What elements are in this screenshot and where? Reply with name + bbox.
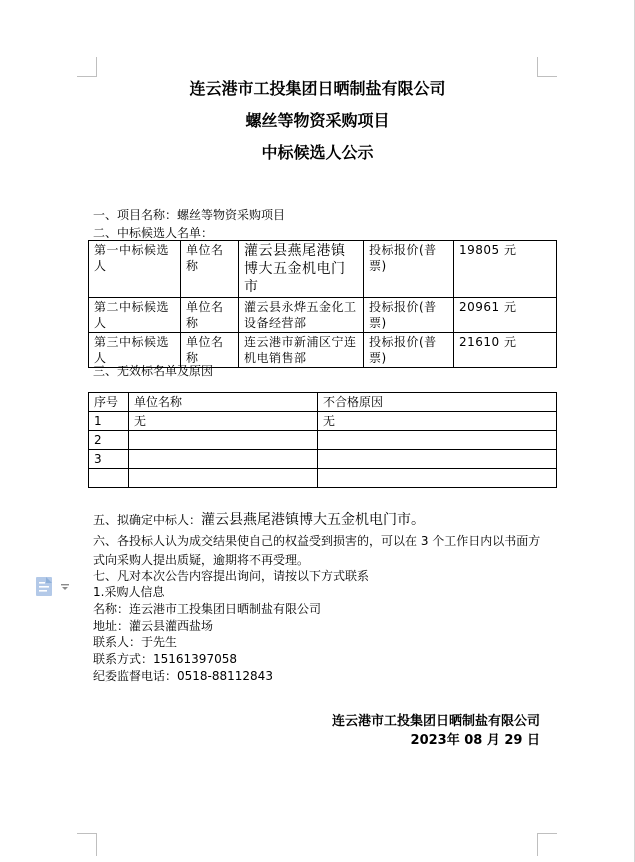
candidate-rank: 第三中标候选人 bbox=[89, 333, 181, 368]
winner-prefix: 五、拟确定中标人： bbox=[93, 513, 202, 527]
table-row bbox=[89, 412, 557, 431]
table-row bbox=[89, 241, 557, 298]
candidate-company: 连云港市新浦区宁连机电销售部 bbox=[239, 333, 364, 368]
signature-company: 连云港市工投集团日晒制盐有限公司 bbox=[331, 714, 540, 729]
contact-name: 名称：连云港市工投集团日晒制盐有限公司 bbox=[93, 601, 322, 616]
contact-address: 地址：灌云县灌西盐场 bbox=[93, 618, 214, 633]
table-row bbox=[89, 469, 557, 488]
row-reason bbox=[318, 450, 557, 469]
table-row bbox=[89, 450, 557, 469]
price-label: 投标报价(普票) bbox=[364, 241, 454, 298]
section-candidates-heading: 二、中标候选人名单： bbox=[93, 226, 214, 240]
table-row bbox=[89, 298, 557, 333]
price-label: 投标报价(普票) bbox=[364, 333, 454, 368]
candidate-rank: 第二中标候选人 bbox=[89, 298, 181, 333]
contact-heading: 1.采购人信息 bbox=[93, 585, 165, 599]
contact-person: 联系人：于先生 bbox=[93, 635, 178, 650]
price-value: 21610 元 bbox=[454, 333, 557, 368]
invalid-bids-table bbox=[88, 392, 557, 488]
title-project: 螺丝等物资采购项目 bbox=[245, 111, 390, 130]
contact-phone: 联系方式：15161397058 bbox=[93, 652, 237, 667]
col-header-reason: 不合格原因 bbox=[318, 393, 557, 412]
price-value: 19805 元 bbox=[454, 241, 557, 298]
crop-mark-bottom-left bbox=[77, 833, 97, 856]
row-unit bbox=[129, 431, 318, 450]
row-reason bbox=[318, 469, 557, 488]
row-no bbox=[89, 469, 129, 488]
contact-block bbox=[93, 584, 321, 685]
section-objection: 六、各投标人认为成交结果使自己的权益受到损害的，可以在 3 个工作日内以书面方式向采购人提出质疑，逾期将不再受理。 bbox=[93, 534, 541, 567]
unit-label: 单位名称 bbox=[181, 298, 239, 333]
paste-options-button[interactable] bbox=[35, 575, 71, 601]
price-value: 20961 元 bbox=[454, 298, 557, 333]
row-reason bbox=[318, 431, 557, 450]
table-header-row bbox=[89, 393, 557, 412]
price-label: 投标报价(普票) bbox=[364, 298, 454, 333]
crop-mark-bottom-right bbox=[537, 833, 557, 856]
crop-mark-top-right bbox=[537, 57, 557, 77]
signature-block bbox=[240, 712, 540, 750]
section-project-name: 一、项目名称：螺丝等物资采购项目 bbox=[93, 208, 286, 222]
section-inquiry: 七、凡对本次公告内容提出询问，请按以下方式联系 bbox=[93, 569, 370, 583]
row-no: 3 bbox=[89, 450, 129, 469]
row-no: 2 bbox=[89, 431, 129, 450]
unit-label: 单位名称 bbox=[181, 241, 239, 298]
unit-label: 单位名称 bbox=[181, 333, 239, 368]
candidates-table bbox=[88, 240, 557, 368]
row-unit bbox=[129, 450, 318, 469]
row-unit: 无 bbox=[129, 412, 318, 431]
section-winner bbox=[93, 511, 425, 530]
table-row bbox=[89, 431, 557, 450]
col-header-no: 序号 bbox=[89, 393, 129, 412]
paste-options-icon bbox=[36, 577, 52, 596]
row-reason: 无 bbox=[318, 412, 557, 431]
chevron-down-icon bbox=[61, 584, 69, 590]
candidate-company: 灌云县燕尾港镇博大五金机电门市 bbox=[239, 241, 364, 298]
col-header-unit: 单位名称 bbox=[129, 393, 318, 412]
row-unit bbox=[129, 469, 318, 488]
candidate-rank: 第一中标候选人 bbox=[89, 241, 181, 298]
contact-supervision-phone: 纪委监督电话：0518-88112843 bbox=[93, 668, 273, 683]
winner-name: 灌云县燕尾港镇博大五金机电门市。 bbox=[201, 512, 426, 528]
crop-mark-top-left bbox=[77, 57, 97, 77]
candidate-company: 灌云县永烨五金化工设备经营部 bbox=[239, 298, 364, 333]
row-no: 1 bbox=[89, 412, 129, 431]
signature-date: 2023年 08 月 29 日 bbox=[410, 733, 540, 748]
title-announcement: 中标候选人公示 bbox=[261, 143, 374, 162]
document-title-block bbox=[0, 80, 635, 176]
section-invalid-heading: 三、无效标名单及原因 bbox=[93, 364, 214, 378]
title-company: 连云港市工投集团日晒制盐有限公司 bbox=[189, 79, 446, 98]
